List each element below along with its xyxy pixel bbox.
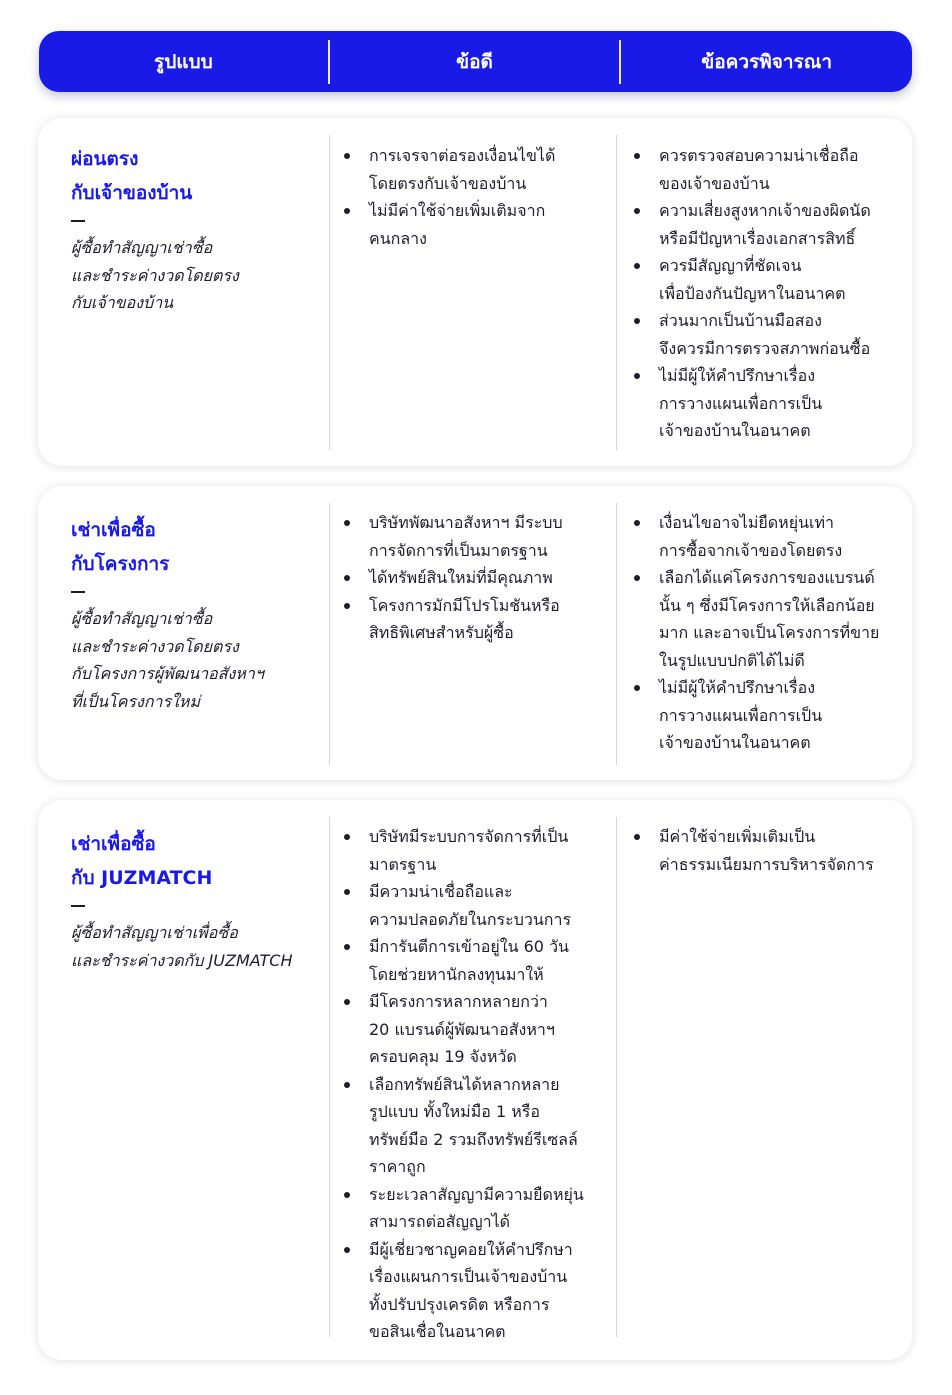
bullet-icon: [344, 1192, 350, 1198]
header-pros: ข้อดี: [456, 50, 493, 73]
list-item: ไม่มีผู้ให้คำปรึกษาเรื่อง การวางแผนเพื่อการเป็น เจ้าของบ้านในอนาคต: [625, 362, 907, 445]
list-item: บริษัทมีระบบการจัดการที่เป็น มาตรฐาน: [335, 823, 615, 878]
bullet-icon: [344, 1247, 350, 1253]
row-type-cell: [71, 827, 321, 974]
column-divider: [616, 135, 617, 450]
pros-list: [335, 142, 615, 252]
cons-list: [625, 142, 907, 445]
bullet-icon: [344, 520, 350, 526]
pros-list: [335, 509, 615, 647]
column-divider: [329, 817, 330, 1337]
list-item: ความเสี่ยงสูงหากเจ้าของผิดนัด หรือมีปัญหาเรื่องเอกสารสิทธิ์: [625, 197, 907, 252]
list-item: มีค่าใช้จ่ายเพิ่มเติมเป็น ค่าธรรมเนียมการบริหารจัดการ: [625, 823, 907, 878]
cons-list: [625, 509, 907, 757]
dash-divider: [71, 905, 85, 907]
row-title: เช่าเพื่อซื้อ กับโครงการ: [71, 519, 170, 575]
row-description: ผู้ซื้อทำสัญญาเช่าซื้อ และชำระค่างวดโดยตรง กับโครงการผู้พัฒนาอสังหาฯ ที่เป็นโครงการใหม่: [71, 609, 264, 711]
bullet-icon: [344, 208, 350, 214]
bullet-icon: [634, 575, 640, 581]
list-item: โครงการมักมีโปรโมชันหรือ สิทธิพิเศษสำหรับผู้ซื้อ: [335, 592, 615, 647]
bullet-icon: [344, 1082, 350, 1088]
comparison-row-developer: [38, 486, 912, 780]
list-item: มีโครงการหลากหลายกว่า 20 แบรนด์ผู้พัฒนาอสังหาฯ ครอบคลุม 19 จังหวัด: [335, 988, 615, 1071]
list-item: ได้ทรัพย์สินใหม่ที่มีคุณภาพ: [335, 564, 615, 592]
list-item: เลือกทรัพย์สินได้หลากหลาย รูปแบบ ทั้งใหม่มือ 1 หรือ ทรัพย์มือ 2 รวมถึงทรัพย์รีเซลล์ ราคาถูก: [335, 1071, 615, 1181]
row-description: ผู้ซื้อทำสัญญาเช่าซื้อ และชำระค่างวดโดยตรง กับเจ้าของบ้าน: [71, 238, 239, 312]
list-item: การเจรจาต่อรองเงื่อนไขได้ โดยตรงกับเจ้าของบ้าน: [335, 142, 615, 197]
list-item: ไม่มีผู้ให้คำปรึกษาเรื่อง การวางแผนเพื่อการเป็น เจ้าของบ้านในอนาคต: [625, 674, 907, 757]
bullet-icon: [634, 834, 640, 840]
bullet-icon: [634, 685, 640, 691]
list-item: ระยะเวลาสัญญามีความยืดหยุ่น สามารถต่อสัญญาได้: [335, 1181, 615, 1236]
bullet-icon: [634, 153, 640, 159]
bullet-icon: [344, 944, 350, 950]
dash-divider: [71, 220, 85, 222]
bullet-icon: [344, 575, 350, 581]
list-item: ควรตรวจสอบความน่าเชื่อถือ ของเจ้าของบ้าน: [625, 142, 907, 197]
list-item: มีการันตีการเข้าอยู่ใน 60 วัน โดยช่วยหานักลงทุนมาให้: [335, 933, 615, 988]
list-item: เงื่อนไขอาจไม่ยืดหยุ่นเท่า การซื้อจากเจ้าของโดยตรง: [625, 509, 907, 564]
bullet-icon: [344, 153, 350, 159]
bullet-icon: [344, 834, 350, 840]
list-item: มีผู้เชี่ยวชาญคอยให้คำปรึกษา เรื่องแผนการเป็นเจ้าของบ้าน ทั้งปรับปรุงเครดิต หรือการ ขอสินเชื่อในอนาคต: [335, 1236, 615, 1346]
list-item: เลือกได้แค่โครงการของแบรนด์ นั้น ๆ ซึ่งมีโครงการให้เลือกน้อย มาก และอาจเป็นโครงการที่ขาย ในรูปแบบปกติได้ไม่ดี: [625, 564, 907, 674]
row-description: ผู้ซื้อทำสัญญาเช่าเพื่อซื้อ และชำระค่างวดกับ JUZMATCH: [71, 923, 293, 970]
list-item: ควรมีสัญญาที่ชัดเจน เพื่อป้องกันปัญหาในอนาคต: [625, 252, 907, 307]
column-divider: [329, 135, 330, 450]
comparison-row-juzmatch: [38, 800, 912, 1360]
row-title: ผ่อนตรง กับเจ้าของบ้าน: [71, 148, 193, 204]
list-item: มีความน่าเชื่อถือและ ความปลอดภัยในกระบวนการ: [335, 878, 615, 933]
row-title: เช่าเพื่อซื้อ กับ JUZMATCH: [71, 833, 213, 889]
header-type: รูปแบบ: [154, 50, 213, 73]
dash-divider: [71, 591, 85, 593]
table-header: [39, 31, 912, 92]
cons-list: [625, 823, 907, 878]
bullet-icon: [634, 318, 640, 324]
bullet-icon: [634, 373, 640, 379]
row-type-cell: [71, 142, 321, 317]
pros-list: [335, 823, 615, 1346]
header-cons: ข้อควรพิจารณา: [701, 50, 833, 73]
list-item: ไม่มีค่าใช้จ่ายเพิ่มเติมจาก คนกลาง: [335, 197, 615, 252]
list-item: บริษัทพัฒนาอสังหาฯ มีระบบ การจัดการที่เป็นมาตรฐาน: [335, 509, 615, 564]
bullet-icon: [344, 603, 350, 609]
bullet-icon: [634, 520, 640, 526]
column-divider: [616, 503, 617, 765]
bullet-icon: [344, 889, 350, 895]
column-divider: [616, 817, 617, 1337]
list-item: ส่วนมากเป็นบ้านมือสอง จึงควรมีการตรวจสภาพก่อนซื้อ: [625, 307, 907, 362]
comparison-row-direct-owner: [38, 118, 912, 466]
bullet-icon: [634, 263, 640, 269]
bullet-icon: [634, 208, 640, 214]
bullet-icon: [344, 999, 350, 1005]
column-divider: [329, 503, 330, 765]
row-type-cell: [71, 513, 321, 715]
